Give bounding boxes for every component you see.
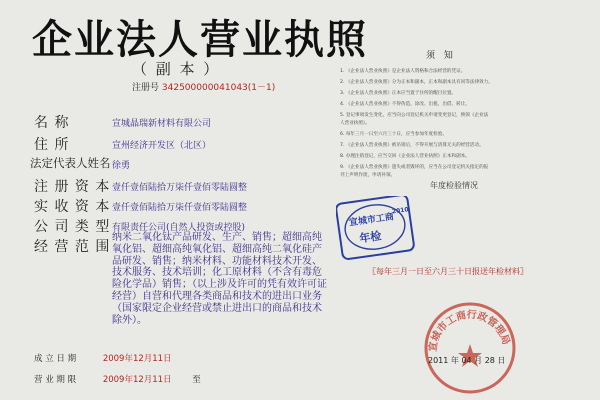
notice-item: 8. 办理注销登记，应当交回《企业法人营业执照》正本和副本。 (340, 154, 470, 159)
copy-subtitle: （ 副 本 ） (132, 60, 221, 78)
field-label-legal-rep: 法定代表人姓名 (30, 156, 111, 170)
notice-title: 须 知 (426, 51, 456, 61)
established-date-value: 2009年12月11日 (102, 354, 172, 364)
business-period-row (34, 373, 201, 385)
notice-item: 2. 《企业法人营业执照》分为正本和副本，正本和副本具有同等法律效力。 (340, 80, 493, 85)
established-date-label: 成 立 日 期 (34, 354, 77, 364)
seal-authority-text: 宣城市工商行政管理局 (427, 309, 512, 353)
registration-number-label: 注册号 (132, 83, 160, 93)
license-title: 企业法人营业执照 (32, 16, 368, 63)
notice-item: 7. 《企业法人营业执照》被吊销后，不得开展与清算无关的经营活动。 (340, 143, 484, 148)
annual-inspection-title: 年度检验情况 (430, 181, 478, 190)
notice-item: 5. 登记事项发生变化，应当向公司登记机关申请变更登记，换领《企业法 (340, 113, 489, 118)
issue-date: 2011 年 04 月 28 日 (428, 356, 506, 365)
inspection-stamp-text-1: 宣城市工商 (348, 212, 395, 229)
business-scope-text: 纳米二氧化钛产品研发、生产、销售；超细高纯氧化铝、超细高纯氧化铝、超细高纯二氧化硅产品研发、销售；纳米材料、功能材料技术开发、技术服务、技术培训；化工原材料（不含有毒危险化学品）销售；（以上涉及许可的凭有效许可证经营）自营和代理各类商品和技术的进出口业务（国家限定企业经营或禁止进出口的商品和技术除外）。 (112, 232, 327, 326)
annual-inspection-note: 〖每年三月一日至六月三十日报送年检材料〗 (368, 267, 528, 276)
field-value-address: 宣州经济开发区（北区） (112, 141, 212, 151)
inspection-stamp-year: 2010 (391, 206, 410, 216)
notice-item: 人营业执照》。 (340, 121, 370, 126)
field-value-name: 宣城晶瑞新材料有限公司 (112, 119, 212, 129)
field-label-company-type: 公 司 类 型 (34, 219, 111, 235)
field-label-business-scope: 经 营 范 围 (34, 239, 111, 255)
annual-inspection-stamp (336, 196, 416, 260)
registration-number: 342500000041043(1－1) (161, 83, 276, 93)
registration-number-line (132, 80, 275, 93)
business-period-label: 营 业 期 限 (34, 375, 77, 385)
business-period-value: 2009年12月11日 (102, 375, 172, 385)
notice-item: 6. 每年三月一日至六月三十日，应当参加年度检验。 (340, 132, 447, 137)
notice-item: 1. 《企业法人营业执照》是企业法人资格和合法经营的凭证。 (340, 69, 466, 74)
field-value-legal-rep: 徐勇 (112, 161, 131, 171)
field-label-paid-in-capital: 实 收 资 本 (34, 199, 111, 215)
field-value-paid-in-capital: 壹仟壹佰陆拾万柒仟壹佰零陆圆整 (112, 203, 248, 213)
notice-item: 4. 《企业法人营业执照》不得伪造、涂改、出租、出借、转让。 (340, 102, 470, 107)
established-date-row (34, 352, 172, 364)
field-label-registered-capital: 注 册 资 本 (34, 179, 111, 195)
field-label-name: 名 称 (34, 115, 70, 131)
issuing-authority-seal (422, 300, 518, 396)
inspection-stamp-text-2: 年检 (358, 229, 383, 246)
notice-item: 9. 《企业法人营业执照》遗失或者毁坏的，应当在公司登记机关指定的报 (340, 165, 489, 170)
field-value-company-type: 有限责任公司(自然人投资或控股) (112, 223, 246, 233)
business-period-to: 至 (192, 375, 201, 385)
notice-item: 刊上声明作废，申请补领。 (340, 173, 396, 178)
field-value-registered-capital: 壹仟壹佰陆拾万柒仟壹佰零陆圆整 (112, 183, 248, 193)
field-label-address: 住 所 (34, 137, 70, 153)
notice-item: 3. 《企业法人营业执照》正本应当置于住所的醒目位置。 (340, 91, 457, 96)
